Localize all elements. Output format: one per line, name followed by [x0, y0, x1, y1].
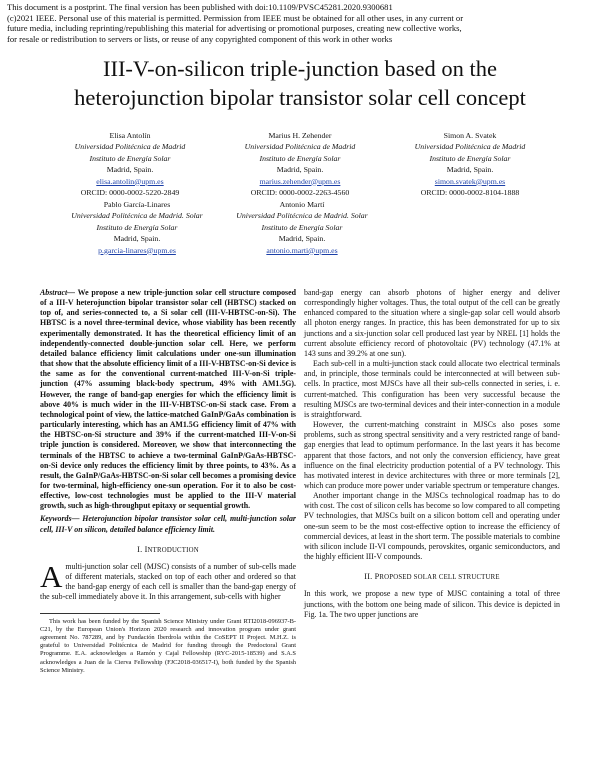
- notice-line: This document is a postprint. The final version has been published with doi:10.1109/PVSC45281.2020.9300681: [7, 2, 393, 12]
- author-name: Antonio Martí: [279, 200, 325, 209]
- section-title-rest: ROPOSED SOLAR CELL STRUCTURE: [379, 574, 500, 582]
- author-institute: Instituto de Energía Solar: [429, 153, 511, 163]
- author-email-link[interactable]: antonio.marti@upm.es: [266, 245, 338, 255]
- author-institute: Instituto de Energía Solar: [259, 153, 341, 163]
- intro-paragraph-text: multi-junction solar cell (MJSC) consists of a number of sub-cells made of different materials, stacked on top of each other and ordered so that the band-gap energy of each cell is smaller than the band-gap energy of the sub-cell immediately above it. In this arrangement, sub-cells with higher: [40, 561, 296, 602]
- author-block: [40, 130, 220, 198]
- section-title-initial: I: [144, 544, 148, 554]
- section-title-initial: P: [374, 572, 380, 582]
- author-block: [380, 130, 560, 198]
- author-name: Simon A. Svatek: [443, 131, 497, 140]
- left-column: [40, 288, 296, 675]
- body-paragraph: Another important change in the MJSCs technological roadmap has to do with cost. The cost of silicon cells has become so low compared to all competing PV technologies, that MJSCs built on a silicon bottom cell and operating under one-sun seem to be the most cost-effective option to increase the efficiency of commercial devices, at least in the short term. The possible materials to combine with silicon include II-VI compounds, perovskites, organic semiconductors, and the highly efficient III-V compounds.: [304, 491, 560, 562]
- keywords: Keywords— Heterojunction bipolar transistor solar cell, multi-junction solar cell, III-V on silicon, detailed balance efficiency limit.: [40, 514, 296, 534]
- author-block: [210, 130, 390, 198]
- author-institute: Instituto de Energía Solar: [89, 153, 171, 163]
- drop-cap: A: [40, 558, 63, 594]
- paper-title: [0, 54, 600, 112]
- title-line: III-V-on-silicon triple-junction based on the: [102, 56, 498, 81]
- author-orcid: ORCID: 0000-0002-2263-4560: [250, 188, 350, 198]
- author-email-link[interactable]: p.garcia-linares@upm.es: [98, 245, 176, 255]
- author-location: Madrid, Spain.: [278, 234, 326, 244]
- section-heading-introduction: [40, 545, 296, 556]
- notice-line: (c)2021 IEEE. Personal use of this material is permitted. Permission from IEEE must be obtained for all other uses, in any current or: [7, 12, 464, 23]
- section-title-rest: NTRODUCTION: [147, 546, 199, 554]
- right-column: [304, 288, 560, 620]
- author-affiliation: Universidad Politécnica de Madrid: [74, 142, 186, 152]
- author-location: Madrid, Spain.: [106, 165, 154, 175]
- author-name: Pablo García-Linares: [103, 200, 171, 209]
- author-block: [42, 199, 232, 256]
- author-email-link[interactable]: elisa.antolin@upm.es: [96, 176, 164, 186]
- author-location: Madrid, Spain.: [446, 165, 494, 175]
- author-email-link[interactable]: marius.zehender@upm.es: [259, 176, 341, 186]
- publisher-notice: [7, 2, 593, 44]
- author-affiliation: Universidad Politécnica de Madrid. Solar: [236, 211, 368, 221]
- notice-line: for resale or redistribution to servers or lists, or reuse of any copyrighted component of this work in other works: [7, 33, 393, 44]
- author-institute: Instituto de Energía Solar: [96, 222, 178, 232]
- author-location: Madrid, Spain.: [276, 165, 324, 175]
- abstract: [40, 288, 296, 511]
- abstract-text: We propose a new triple-junction solar cell structure composed of a III-V heterojunction bipolar transistor solar cell (HBTSC) stacked on top of, and series-connected to, a Si solar cell (III-V-HBTSC-on-Si). The HBTSC is a novel three-terminal device, whose viability has been recently experimentally demonstrated. It has the theoretical efficiency limit of an independently-connected double-junction solar cell. Here, we perform detailed balance efficiency limit calculations under one-sun illumination that show that the absolute efficiency limit of a III-V-HBTSC-on-Si device is the same as for the conventional current-matched III-V-on-Si triple-junction (47% assuming black-body spectrum, 49% with AM1.5G). However, the range of band-gap energies for which the efficiency limit is above 40% is much wider in the III-V-HBTSC-on-Si stack case. From a technological point of view, the lattice-matched GaInP/GaAs combination is particularly interesting, which has an AM1.5G efficiency limit of 47% with the HBTSC-on-Si structure and 39% if the current-matched III-V-on-Si triple junction is considered. Moreover, we show that interconnecting the terminals of the HBTSC to achieve a two-terminal GaInP/GaAs-HBTSC-on-Si device only reduces the efficiency limit by three points, to 43%. As a result, the GaInP/GaAs-HBTSC-on-Si solar cell becomes a promising device for two-terminal, high-efficiency one-sun operation. For it to also be cost-effective, low-cost technologies must be applied to the III-V material growth, such as high-throughput epitaxy or sequential growth.: [40, 288, 296, 511]
- body-paragraph: Each sub-cell in a multi-junction stack could allocate two electrical terminals and, in principle, those terminals could be interconnected at will between sub-cells. In practice, most MJSCs have all their sub-cells connected in series, i. e. current-matched. This configuration has been very successful because the resulting MJSCs are two-terminal devices and their inter-connection in a module is straightforward.: [304, 359, 560, 419]
- author-email-link[interactable]: simon.svatek@upm.es: [434, 176, 506, 186]
- footnote-divider: [40, 613, 160, 614]
- abstract-heading: Abstract—: [40, 288, 76, 297]
- author-institute: Instituto de Energía Solar: [261, 222, 343, 232]
- author-name: Elisa Antolín: [109, 131, 151, 140]
- author-location: Madrid, Spain.: [113, 234, 161, 244]
- author-block: [207, 199, 397, 256]
- body-paragraph: band-gap energy can absorb photons of higher energy and deliver correspondingly higher voltages. Thus, the total output of the cell can be greatly enhanced compared to the situation where a single-gap solar cell would absorb all photon energy ranges. In practice, this has been demonstrated for up to six junctions and a six-junction solar cell produced last year by NREL [1] holds the current absolute efficiency record of photovoltaic (PV) technology (47.1% at 143 suns and 39.2% at one sun).: [304, 288, 560, 358]
- intro-paragraph: [40, 558, 296, 603]
- author-affiliation: Universidad Politécnica de Madrid: [414, 142, 526, 152]
- section-numeral: II.: [364, 572, 373, 582]
- title-line: heterojunction bipolar transistor solar cell concept: [74, 85, 526, 110]
- funding-footnote: This work has been funded by the Spanish Science Ministry under Grant RTI2018-096937-B-C21, by the European Union's Horizon 2020 research and innovation program under grant agreement No. 787289, and by Fundación Iberdrola within the CoSEPT II Project. M.H.Z. is grateful to Universidad Politécnica de Madrid for funding through the Predoctoral Grant Programme. E.A. acknowledges a Ramón y Cajal Fellowship (RYC-2015-18539) and S.A.S acknowledges a Juan de la Cierva Fellowship (FJC2018-036517-I), both funded by the Spanish Science Ministry.: [40, 617, 296, 674]
- author-name: Marius H. Zehender: [268, 131, 332, 140]
- author-orcid: ORCID: 0000-0002-5220-2849: [80, 188, 180, 198]
- section-numeral: I.: [137, 544, 143, 554]
- body-paragraph: However, the current-matching constraint in MJSCs also poses some problems, such as strong spectral sensitivity and a very restricted range of band-gap energies that lead to optimum performance. In the last years it has become apparent that those factors, and not only the conversion efficiency, have great influence on the final electricity production potential of a PV technology. This has motivated interest in device architectures with three or more terminals [2], which can produce more power under variable spectrum or temperature changes.: [304, 420, 560, 490]
- section-heading-proposed-structure: [304, 572, 560, 583]
- author-affiliation: Universidad Politécnica de Madrid. Solar: [71, 211, 203, 221]
- notice-line: future media, including reprinting/republishing this material for advertising or promotional purposes, creating new collective works,: [7, 23, 462, 34]
- author-affiliation: Universidad Politécnica de Madrid: [244, 142, 356, 152]
- author-orcid: ORCID: 0000-0002-8104-1888: [420, 188, 520, 198]
- body-paragraph: In this work, we propose a new type of MJSC containing a total of three junctions, with the bottom one being made of silicon. This device is depicted in Fig. 1a. The two upper junctions are: [304, 589, 560, 619]
